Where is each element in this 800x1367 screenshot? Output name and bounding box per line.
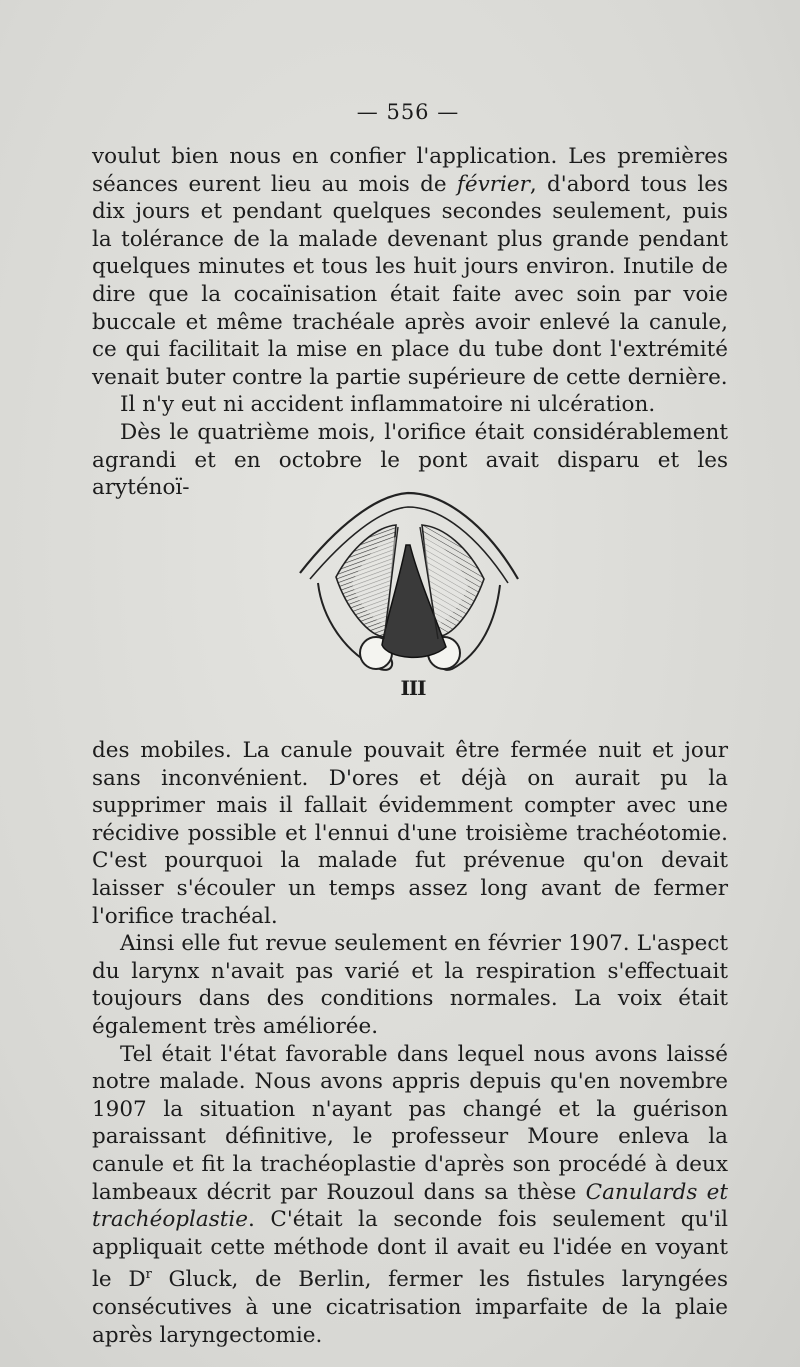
superscript: r xyxy=(145,1267,152,1283)
text-run: Tel était l'état favorable dans lequel nous avons laissé notre malade. Nous avons appris depuis qu'en novembre 1907 la situation n'ayant pas changé et la guérison paraissant définitive, le professeur Moure enleva la canule et fit la trachéoplastie d'après son procédé à deux lambeaux décrit par Rouzoul dans sa thèse xyxy=(92,1041,728,1205)
larynx-illustration-icon xyxy=(296,487,522,677)
paragraph xyxy=(92,1041,728,1350)
paragraph: Ainsi elle fut revue seulement en février 1907. L'aspect du larynx n'avait pas varié et la respiration s'effectuait toujours dans des conditions normales. La voix était également très améliorée. xyxy=(92,931,728,1039)
text-run: . C'était la seconde fois seulement qu'il appliquait cette méthode dont il avait eu l'idée en voyant le D xyxy=(92,1207,728,1293)
paragraph: des mobiles. La canule pouvait être fermée nuit et jour sans inconvénient. D'ores et déjà on aurait pu la supprimer mais il fallait évidemment compter avec une récidive possible et l'ennui d'une troisième trachéotomie. C'est pourquoi la malade fut prévenue qu'on devait laisser s'écouler un temps assez long avant de fermer l'orifice trachéal. xyxy=(92,738,728,929)
paragraph xyxy=(92,143,728,391)
figure-label: III xyxy=(400,676,426,700)
text-block-top xyxy=(92,143,728,502)
paragraph: Dès le quatrième mois, l'orifice était considérablement agrandi et en octobre le pont avait disparu et les aryténoï- xyxy=(92,419,728,501)
text-block-bottom xyxy=(92,737,728,1349)
text-run: voulut bien nous en confier l'application. Les premières séances eurent lieu au mois de xyxy=(92,144,728,197)
italic-text: Canulards et trachéoplastie xyxy=(92,1179,728,1233)
italic-text: février xyxy=(456,171,530,197)
text-run: , d'abord tous les dix jours et pendant quelques secondes seulement, puis la tolérance de la malade devenant plus grande pendant quelques minutes et tous les huit jours environ. Inutile de dire que la cocaïnisation était faite avec soin par voie buccale et même trachéale après avoir enlevé la canule, ce qui facilitait la mise en place du tube dont l'extrémité venait buter contre la partie supérieure de cette dernière. xyxy=(92,171,728,390)
text-run: Gluck, de Berlin, fermer les fistules laryngées consécutives à une cicatrisation imparfaite de la plaie après laryngectomie. xyxy=(92,1267,729,1348)
page-number: — 556 — xyxy=(356,100,460,124)
paragraph: Il n'y eut ni accident inflammatoire ni ulcération. xyxy=(120,392,656,418)
